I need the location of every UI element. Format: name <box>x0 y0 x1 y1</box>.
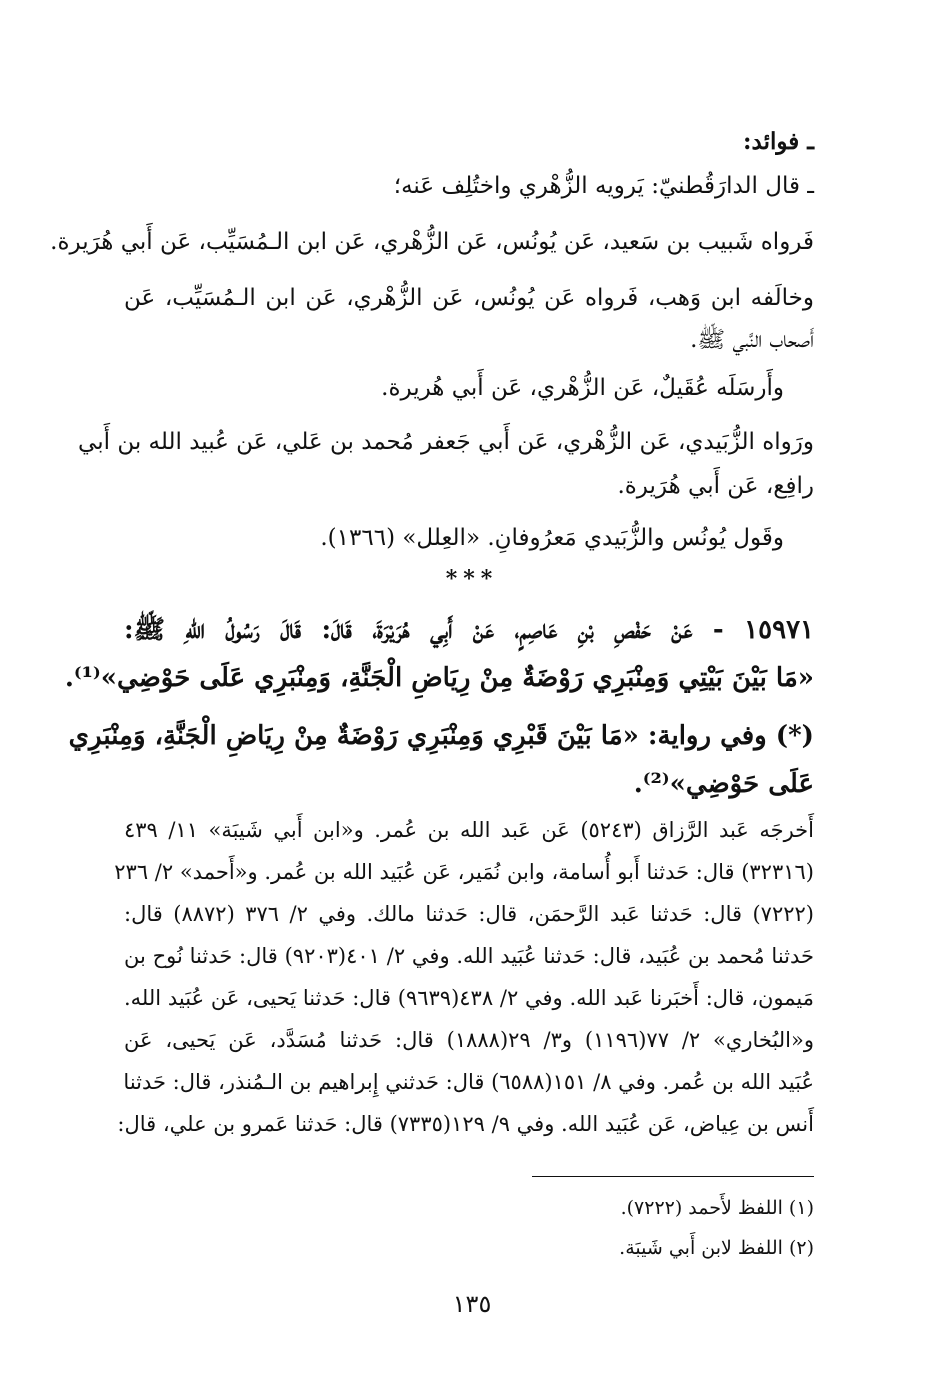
text-line: فَرواه شَبيب بن سَعيد، عَن يُونُس، عَن الزُّهْري، عَن ابن الـمُسَيِّب، عَن أَبي هُرَيرة. <box>50 229 814 255</box>
hadith-line: (*) وفي رواية: «مَا بَيْنَ قَبْرِي وَمِنْبَرِي رَوْضَةٌ مِنْ رِيَاضِ الْجَنَّةِ، وَمِنْبَرِي <box>68 721 814 751</box>
hadith-line: ١٥٩٧١ - عَنْ حَفْصِ بْنِ عَاصِمٍ، عَنْ أَبِي هُرَيْرَةَ، قَالَ: قَالَ رَسُولُ اللهِ ﷺ: <box>124 615 814 645</box>
reference-line: (٧٢٢٢) قال: حَدثنا عَبد الرَّحمَن، قال: حَدثنا مالك. وفي ٢/ ٣٧٦ (٨٨٧٢) قال: <box>124 902 814 926</box>
section-heading: ـ فوائد: <box>743 128 814 155</box>
footnote: (١) اللفظ لأَحمد (٧٢٢٢). <box>620 1197 814 1219</box>
text-line: وأَرسَلَه عُقَيلٌ، عَن الزُّهْري، عَن أَبي هُريرة. <box>381 375 784 401</box>
reference-line: عُبَيد الله بن عُمر. وفي ٨/ ١٥١(٦٥٨٨) قال: حَدثني إِبراهيم بن الـمُنذر، قال: حَدثنا <box>123 1070 814 1094</box>
footnote: (٢) اللفظ لابن أَبي شَيبَة. <box>619 1237 814 1259</box>
text-line: وقَول يُونُس والزُّبَيدي مَعرُوفانِ. «العِلل» (١٣٦٦). <box>320 525 784 551</box>
hadith-line: «مَا بَيْنَ بَيْتِي وَمِنْبَرِي رَوْضَةٌ مِنْ رِيَاضِ الْجَنَّةِ، وَمِنْبَرِي عَلَى حَوْضِي»⁽¹⁾. <box>64 663 814 693</box>
text-line: أَصحاب النَّبي ﷺ. <box>690 327 814 353</box>
reference-line: (٣٢٣١٦) قال: حَدثنا أَبو أُسامة، وابن نُمَير، عَن عُبَيد الله بن عُمر. و«أَحمد» ٢/ ٢٣٦ <box>114 860 814 884</box>
reference-line: حَدثنا مُحمد بن عُبَيد، قال: حَدثنا عُبَيد الله. وفي ٢/ ٤٠١(٩٢٠٣) قال: حَدثنا نُوح بن <box>124 944 814 968</box>
footnote-separator <box>532 1176 814 1177</box>
reference-line: أَخرجَه عَبد الرَّزاق (٥٢٤٣) عَن عَبد الله بن عُمر. و«ابن أَبي شَيبَة» ١١/ ٤٣٩ <box>124 818 814 842</box>
reference-line: أَنس بن عِياض، عَن عُبَيد الله. وفي ٩/ ١٢٩(٧٣٣٥) قال: حَدثنا عَمرو بن علي، قال: <box>117 1112 814 1136</box>
reference-line: مَيمون، قال: أَخبَرنا عَبد الله. وفي ٢/ ٤٣٨(٩٦٣٩) قال: حَدثنا يَحيى، عَن عُبَيد الله. <box>124 986 814 1010</box>
text-line: ورَواه الزُّبَيدي، عَن الزُّهْري، عَن أَبي جَعفر مُحمد بن عَلي، عَن عُبيد الله بن أَبي <box>78 429 814 455</box>
section-divider-stars: *** <box>445 566 499 592</box>
hadith-line: عَلَى حَوْضِي»⁽²⁾. <box>633 769 814 799</box>
text-line: رافِع، عَن أَبي هُرَيرة. <box>617 473 814 499</box>
text-line: ـ قال الدارَقُطنيّ: يَرويه الزُّهْري واختُلِف عَنه؛ <box>393 173 814 199</box>
reference-line: و«البُخاري» ٢/ ٧٧(١١٩٦) و٣/ ٢٩(١٨٨٨) قال: حَدثنا مُسَدَّد، عَن يَحيى، عَن <box>124 1028 814 1052</box>
text-line: وخالَفه ابن وَهب، فَرواه عَن يُونُس، عَن الزُّهْري، عَن ابن الـمُسَيِّب، عَن <box>124 285 814 311</box>
page-number: ١٣٥ <box>452 1290 492 1318</box>
